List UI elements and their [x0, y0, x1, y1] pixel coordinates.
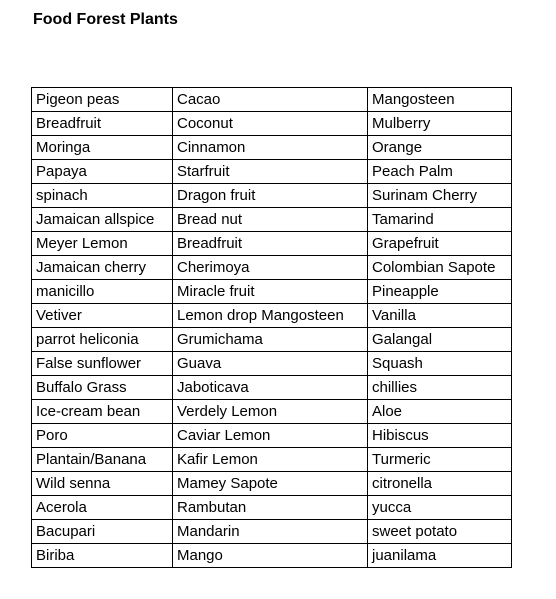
table-cell: Mandarin: [173, 520, 368, 544]
table-row: [32, 328, 512, 352]
table-cell: Caviar Lemon: [173, 424, 368, 448]
table-cell: Ice-cream bean: [32, 400, 173, 424]
table-cell: Wild senna: [32, 472, 173, 496]
table-cell: Cacao: [173, 88, 368, 112]
table-row: [32, 136, 512, 160]
table-cell: Verdely Lemon: [173, 400, 368, 424]
table-cell: Meyer Lemon: [32, 232, 173, 256]
table-cell: Starfruit: [173, 160, 368, 184]
table-row: [32, 208, 512, 232]
table-cell: Pineapple: [368, 280, 512, 304]
table-cell: Poro: [32, 424, 173, 448]
table-row: [32, 496, 512, 520]
table-cell: Guava: [173, 352, 368, 376]
table-cell: Jamaican allspice: [32, 208, 173, 232]
table-row: [32, 160, 512, 184]
table-cell: Kafir Lemon: [173, 448, 368, 472]
table-cell: False sunflower: [32, 352, 173, 376]
table-row: [32, 448, 512, 472]
table-cell: Aloe: [368, 400, 512, 424]
table-cell: Moringa: [32, 136, 173, 160]
table-cell: Buffalo Grass: [32, 376, 173, 400]
table-cell: Acerola: [32, 496, 173, 520]
table-cell: Plantain/Banana: [32, 448, 173, 472]
table-cell: Squash: [368, 352, 512, 376]
table-row: [32, 280, 512, 304]
table-cell: Dragon fruit: [173, 184, 368, 208]
table-row: [32, 304, 512, 328]
table-row: [32, 520, 512, 544]
table-cell: Galangal: [368, 328, 512, 352]
table-cell: Peach Palm: [368, 160, 512, 184]
table-cell: Mulberry: [368, 112, 512, 136]
document-title: Food Forest Plants: [33, 11, 178, 28]
table-cell: chillies: [368, 376, 512, 400]
table-cell: Vetiver: [32, 304, 173, 328]
table-cell: Mangosteen: [368, 88, 512, 112]
table-row: [32, 184, 512, 208]
table-cell: Cinnamon: [173, 136, 368, 160]
table-cell: Cherimoya: [173, 256, 368, 280]
table-cell: Vanilla: [368, 304, 512, 328]
table-cell: Miracle fruit: [173, 280, 368, 304]
table-cell: Jamaican cherry: [32, 256, 173, 280]
table-cell: Jaboticava: [173, 376, 368, 400]
table-row: [32, 88, 512, 112]
table-cell: Biriba: [32, 544, 173, 568]
table-cell: yucca: [368, 496, 512, 520]
table-cell: manicillo: [32, 280, 173, 304]
table-cell: spinach: [32, 184, 173, 208]
table-cell: Grumichama: [173, 328, 368, 352]
table-row: [32, 400, 512, 424]
table-cell: juanilama: [368, 544, 512, 568]
table-cell: Breadfruit: [173, 232, 368, 256]
table-cell: Hibiscus: [368, 424, 512, 448]
table-row: [32, 112, 512, 136]
table-cell: Tamarind: [368, 208, 512, 232]
table-cell: Grapefruit: [368, 232, 512, 256]
table-row: [32, 352, 512, 376]
table-cell: Bacupari: [32, 520, 173, 544]
table-cell: Lemon drop Mangosteen: [173, 304, 368, 328]
table-cell: Bread nut: [173, 208, 368, 232]
table-cell: Coconut: [173, 112, 368, 136]
table-cell: Surinam Cherry: [368, 184, 512, 208]
table-cell: sweet potato: [368, 520, 512, 544]
table-cell: Breadfruit: [32, 112, 173, 136]
table-row: [32, 544, 512, 568]
table-row: [32, 424, 512, 448]
table-cell: Mango: [173, 544, 368, 568]
table-row: [32, 472, 512, 496]
table-cell: Papaya: [32, 160, 173, 184]
table-cell: Pigeon peas: [32, 88, 173, 112]
table-cell: Mamey Sapote: [173, 472, 368, 496]
table-cell: parrot heliconia: [32, 328, 173, 352]
plant-table-body: [32, 88, 512, 568]
plant-table: [31, 87, 512, 568]
table-row: [32, 232, 512, 256]
table-cell: Colombian Sapote: [368, 256, 512, 280]
table-cell: Orange: [368, 136, 512, 160]
table-row: [32, 256, 512, 280]
table-row: [32, 376, 512, 400]
table-cell: citronella: [368, 472, 512, 496]
table-cell: Rambutan: [173, 496, 368, 520]
table-cell: Turmeric: [368, 448, 512, 472]
